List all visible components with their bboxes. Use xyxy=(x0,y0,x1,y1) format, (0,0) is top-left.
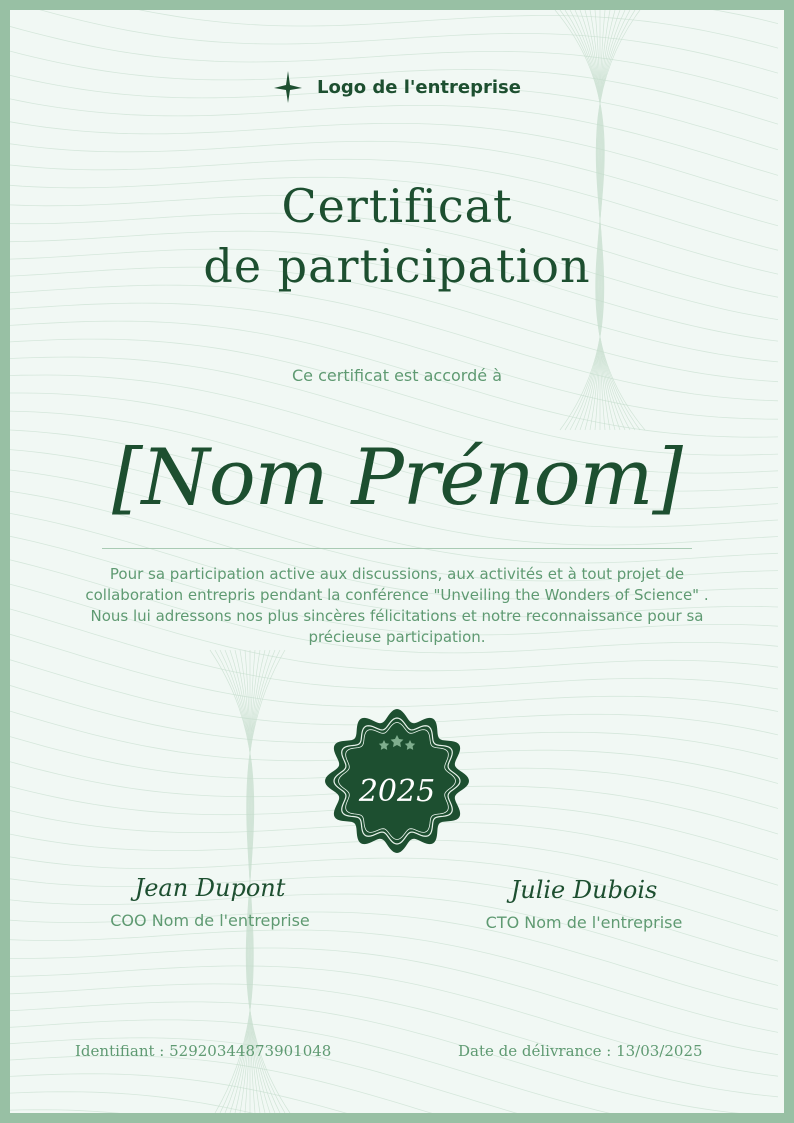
guilloche-line xyxy=(10,10,778,24)
certificate-title: Certificat xyxy=(281,179,513,233)
guilloche-line xyxy=(10,303,778,419)
awarded-to-label: Ce certificat est accordé à xyxy=(292,366,502,385)
guilloche-line xyxy=(10,99,778,175)
sparkle-star-icon xyxy=(273,70,303,104)
signatory-right xyxy=(434,874,734,936)
guilloche-line xyxy=(10,1092,778,1113)
signatory-role: COO Nom de l'entreprise xyxy=(110,911,310,930)
signatory-role: CTO Nom de l'entreprise xyxy=(485,913,683,932)
signatory-name: Jean Dupont xyxy=(134,874,286,902)
signatory-name: Julie Dubois xyxy=(510,876,658,904)
guilloche-line xyxy=(10,984,778,1097)
guilloche-line xyxy=(10,1056,778,1113)
guilloche-background xyxy=(10,10,784,1113)
divider xyxy=(102,548,692,549)
certificate-page xyxy=(10,10,784,1113)
guilloche-line xyxy=(10,10,778,48)
seal-year: 2025 xyxy=(358,774,436,809)
certificate-subtitle: de participation xyxy=(203,239,591,293)
guilloche-line xyxy=(10,1110,778,1113)
guilloche-line xyxy=(10,930,778,1032)
guilloche-line xyxy=(10,10,778,73)
recipient-name: [Nom Prénom] xyxy=(112,433,682,523)
rosette-seal-icon xyxy=(324,708,470,854)
guilloche-line xyxy=(10,948,778,1055)
company-logo xyxy=(10,70,784,104)
certificate-identifier: Identifiant : 52920344873901048 xyxy=(75,1042,332,1060)
certificate-description: Pour sa participation active aux discussions, aux activités et à tout projet de collaboration entrepris pendant la conférence "Unveiling the Wonders of Science" . Nous lui adressons nos plus sincères félicitations et notre reconnaissance pour sa précieuse participation. xyxy=(85,565,709,646)
issue-date: Date de délivrance : 13/03/2025 xyxy=(458,1042,703,1060)
guilloche-line xyxy=(10,1020,778,1113)
signatory-left xyxy=(60,872,360,934)
logo-text: Logo de l'entreprise xyxy=(317,76,521,98)
